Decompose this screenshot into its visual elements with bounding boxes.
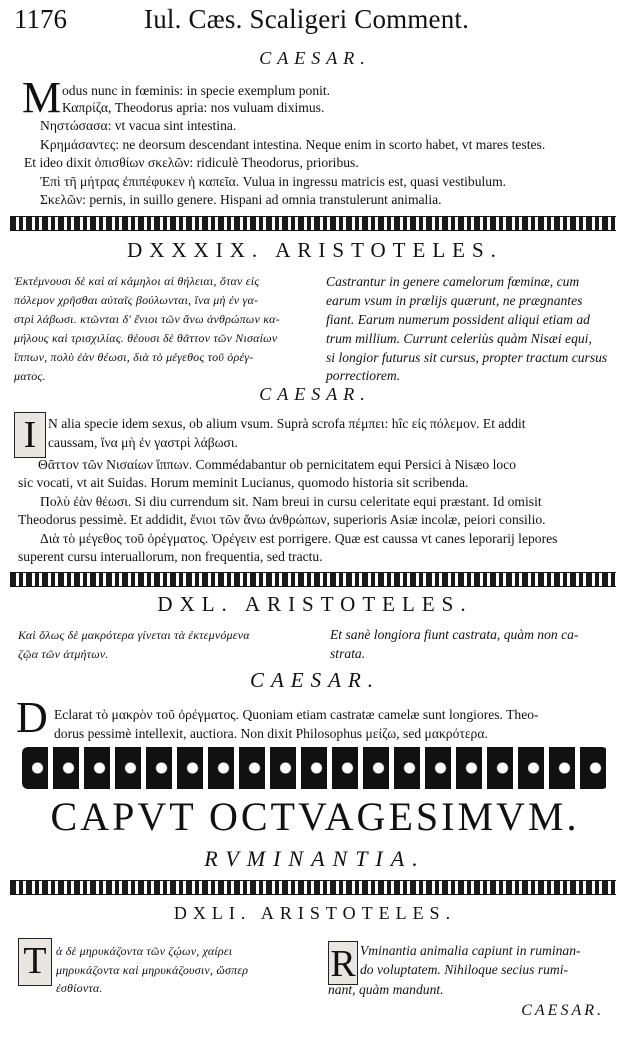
sec1-latin-0: Castrantur in genere camelorum fœminæ, cum xyxy=(326,274,580,289)
sec1-latin-1: earum vsum in prælijs quærunt, ne prægnantes xyxy=(326,293,583,308)
dropcap-t: T xyxy=(18,938,52,986)
ornament-rule-3 xyxy=(10,880,616,895)
block2-line-7: superent cursu interuallorum, non frequentia, sed tractu. xyxy=(18,549,323,564)
page-number: 1176 xyxy=(14,4,67,34)
sec1-latin-3: trum millium. Currunt celeriùs quàm Nisæi equi, xyxy=(326,331,592,346)
catchword: CAESAR. xyxy=(521,1002,604,1019)
sec1-greek-5: ματος. xyxy=(14,369,46,383)
sec1-latin-5: porrectiorem. xyxy=(326,368,401,383)
running-title: Iul. Cæs. Scaligeri Comment. xyxy=(144,4,470,34)
running-head xyxy=(14,4,616,38)
dropcap-i: I xyxy=(14,412,46,458)
sec1-latin-2: fiant. Earum numerum possident aliqui etiam ad xyxy=(326,312,590,327)
block3-line-0: Eclarat τὸ μακρὸν τοῦ ὀρέγματος. Quoniam etiam castratæ camelæ sunt longiores. Theo- xyxy=(54,707,539,722)
sec2-greek-0: Καὶ ὅλως δὲ μακρότερα γίνεται τὰ ἐκτεμνόμενα xyxy=(18,628,250,642)
section-heading-dxl: DXL. ARISTOTELES. xyxy=(157,592,473,616)
sec3-greek-1: μηρυκάζοντα καὶ μηρυκάζουσιν, ὥσπερ xyxy=(56,963,249,977)
sec3-greek-0: ὰ δὲ μηρυκάζοντα τῶν ζῴων, χαίρει xyxy=(56,944,233,958)
block1-line-4: Et ideo dixit ὀπισθίων σκελῶν: ridiculè Theodorus, prioribus. xyxy=(24,155,359,170)
sec3-greek-2: ἐσθίοντα. xyxy=(56,981,103,995)
chapter-title: CAPVT OCTVAGESIMVM. xyxy=(50,794,580,839)
block1-line-3: Κρημάσαντες: ne deorsum descendant intestina. Neque enim in scorto habet, vt mares testes. xyxy=(40,137,546,152)
block1-line-0: odus nunc in fœminis: in specie exemplum ponit. xyxy=(62,83,331,98)
sec3-latin-2: nant, quàm mandunt. xyxy=(328,982,444,997)
sec1-greek-4: ἵππων, πολὺ ἐὰν θέωσι, διὰ τὸ μέγεθος τοῦ ὀρέγ- xyxy=(14,350,254,364)
sec3-latin-1: do voluptatem. Nihiloque secius rumi- xyxy=(360,962,569,977)
block2-line-1: caussam, ἵνα μὴ ἐν γαστρὶ λάβωσι. xyxy=(48,435,238,450)
sec2-greek-1: ζῷα τῶν ἀτμήτων. xyxy=(18,647,109,661)
ornament-band xyxy=(22,747,608,789)
block1-line-5: Ἐπὶ τῆ μήτρας ἐπιπέφυκεν ἡ καπεῖα. Vulua in ingressu matricis est, quasi vestibulum. xyxy=(40,174,507,189)
ornament-rule-1 xyxy=(10,216,616,231)
sec2-latin-0: Et sanè longiora fiunt castrata, quàm non ca- xyxy=(330,627,579,642)
chapter-subtitle: RVMINANTIA. xyxy=(204,846,426,871)
sec3-latin-0: Vminantia animalia capiunt in ruminan- xyxy=(360,943,581,958)
sec1-greek-1: πόλεμον χρῆσθαι αὐταῖς βούλωνται, ἵνα μὴ ἐν γα- xyxy=(14,293,259,307)
block2-line-0: N alia specie idem sexus, ob alium vsum. Suprà scrofa πέμπει: hîc εἰς πόλεμον. Et addit xyxy=(48,416,526,431)
block1-line-1: Καπρίζα, Theodorus apria: nos vuluam diximus. xyxy=(62,100,325,115)
caesar-heading-2: CAESAR. xyxy=(259,384,371,404)
block2-line-5: Theodorus pessimè. Et addidit, ἔνιοι τῶν ἄνω ἀνθρώπων, superioris Asiæ incolæ, peiori consilio. xyxy=(18,512,546,527)
sec1-greek-2: στρὶ λάβωσι. κτῶνται δ' ἔνιοι τῶν ἄνω ἀνθρώπων κα- xyxy=(14,312,280,326)
block1-line-6: Σκελῶν: pernis, in suillo genere. Hispani ad omnia transtulerunt animalia. xyxy=(40,192,442,207)
sec1-greek-3: μήλους καὶ τρισχιλίας. θέουσι δὲ θᾶττον τῶν Νισαίων xyxy=(14,331,278,345)
section-heading-dxxxix: DXXXIX. ARISTOTELES. xyxy=(127,238,503,262)
section-heading-dxli: DXLI. ARISTOTELES. xyxy=(173,903,457,923)
ornament-rule-2 xyxy=(10,572,616,587)
caesar-heading-1: CAESAR. xyxy=(259,48,371,68)
block2-line-4: Πολὺ ἐὰν θέωσι. Si diu currendum sit. Nam breui in cursu celeritate equi præstant. Id omisit xyxy=(40,494,542,509)
block1-line-2: Νηστώσασα: vt vacua sint intestina. xyxy=(40,118,237,133)
caesar-heading-3: CAESAR. xyxy=(249,668,381,692)
dropcap-r: R xyxy=(328,941,358,985)
block2-line-3: sic vocati, vt ait Suidas. Horum meminit Lucianus, quomodo historia sit scribenda. xyxy=(18,475,469,490)
block2-line-2: Θᾶττον τῶν Νισαίων ἵππων. Commédabantur ob pernicitatem equi Persici à Nisæo loco xyxy=(38,457,517,472)
dropcap-m: M xyxy=(22,73,62,122)
dropcap-d: D xyxy=(16,693,48,742)
block2-line-6: Διὰ τὸ μέγεθος τοῦ ὀρέγματος. Ὀρέγειν est porrigere. Quæ est caussa vt canes leporarij lepores xyxy=(40,531,558,546)
sec2-latin-1: strata. xyxy=(330,646,366,661)
sec1-greek-0: Ἐκτέμνουσι δὲ καὶ αἱ κάμηλοι αἱ θήλειαι, ὅταν εἰς xyxy=(14,274,260,288)
block3-line-1: dorus pessimè intellexit, auctiora. Non dixit Philosophus μείζω, sed μακρότερα. xyxy=(54,726,488,741)
sec1-latin-4: si longior futurus sit cursus, propter tractum cursus xyxy=(326,350,608,365)
